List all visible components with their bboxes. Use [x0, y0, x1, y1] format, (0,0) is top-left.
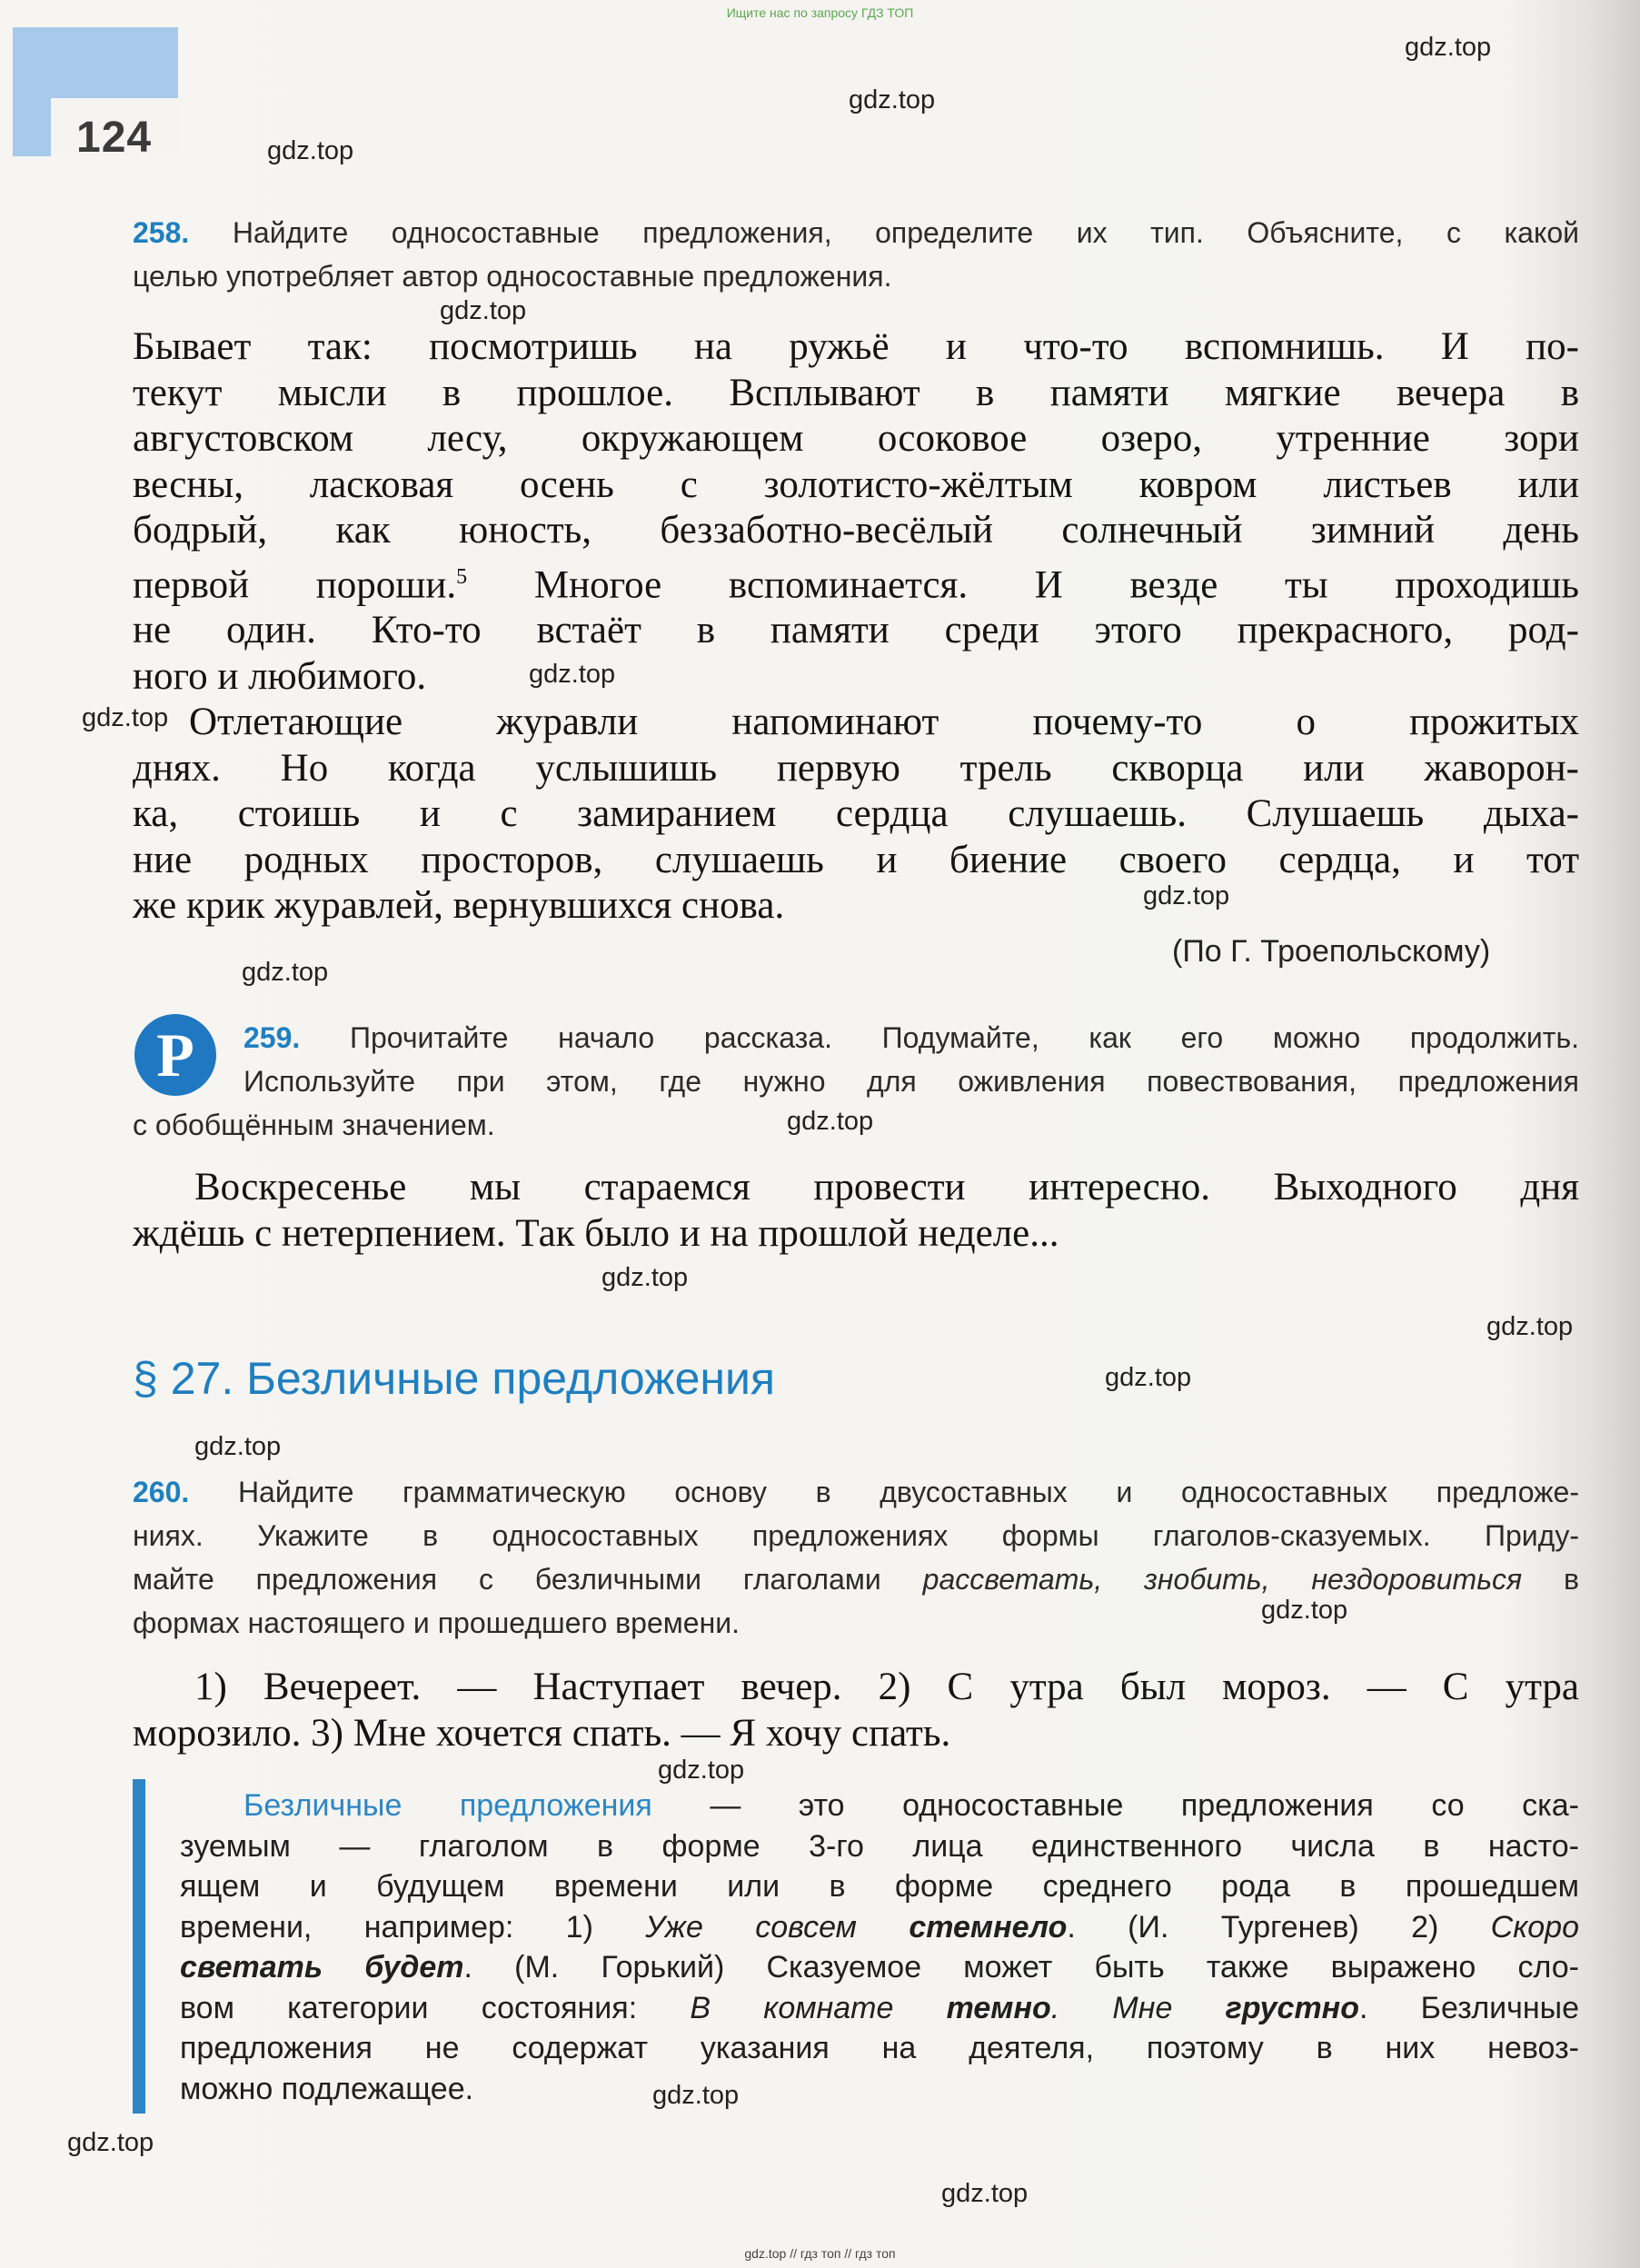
task-text: Используйте при этом, где нужно для оживления повествования, предложения	[244, 1065, 1579, 1098]
text-line: Отлетающие журавли напоминают почему-то о прожитых	[189, 701, 1579, 744]
speech-development-badge: Р	[134, 1014, 216, 1096]
task-text-fragment: майте предложения с безличными глаголами	[133, 1563, 923, 1596]
text-line: не один. Кто-то встаёт в памяти среди этого прекрасного, род-	[133, 609, 1579, 652]
rule-example-predicate: стемнело	[909, 1909, 1068, 1945]
rule-example-predicate: грустно	[1225, 1990, 1359, 2025]
task-text: целью употребляет автор односоставные предложения.	[133, 260, 892, 293]
task-text: Найдите грамматическую основу в двусоставных и односоставных предложе-	[237, 1476, 1580, 1508]
rule-example: Скоро	[1490, 1909, 1579, 1945]
rule-line: предложения не содержат указания на деятеля, поэтому в них невоз-	[180, 2031, 1579, 2065]
text-line: ждёшь с нетерпением. Так было и на прошлой неделе...	[133, 1212, 1059, 1255]
text-line: текут мысли в прошлое. Всплывают в памяти мягкие вечера в	[133, 371, 1579, 414]
task-text: Найдите односоставные предложения, определите их тип. Объясните, с какой	[232, 216, 1579, 249]
text-line: морозило. 3) Мне хочется спать. — Я хочу спать.	[133, 1712, 951, 1755]
rule-text: . (И. Тургенев) 2)	[1067, 1909, 1491, 1945]
watermark: gdz.top	[267, 136, 354, 165]
rule-example: Уже совсем	[645, 1909, 909, 1945]
watermark: gdz.top	[82, 703, 169, 732]
footnote-mark: 5	[456, 564, 468, 589]
task-number: 260.	[133, 1476, 190, 1508]
rule-line: зуемым — глаголом в форме 3-го лица единственного числа в насто-	[180, 1828, 1579, 1864]
text-line: днях. Но когда услышишь первую трель скворца или жаворон-	[133, 746, 1579, 790]
rule-line	[180, 1907, 1579, 1948]
watermark: gdz.top	[1143, 881, 1230, 910]
rule-definition	[244, 1786, 1579, 1826]
text-line: ка, стоишь и с замиранием сердца слушаешь. Слушаешь дыха-	[133, 792, 1579, 836]
rule-text: . (М. Горький) Сказуемое может быть также выражено сло-	[463, 1950, 1579, 1984]
rule-text: времени, например: 1)	[180, 1909, 646, 1945]
rule-line	[180, 1947, 1579, 1988]
text-line: ного и любимого.	[133, 654, 427, 698]
task-260	[133, 1470, 1579, 1645]
task-text: Прочитайте начало рассказа. Подумайте, как его можно продолжить.	[349, 1021, 1580, 1054]
watermark: gdz.top	[440, 296, 527, 325]
literary-text-259	[194, 1165, 1579, 1211]
top-note: Ищите нас по запросу ГДЗ ТОП	[726, 5, 914, 20]
rule-text: вом категории состояния:	[180, 1990, 691, 2025]
watermark: gdz.top	[529, 660, 616, 689]
rule-example-predicate: темно	[946, 1990, 1051, 2025]
rule-line	[180, 1988, 1579, 2029]
text-line: весны, ласковая осень с золотисто-жёлтым ковром листьев или	[133, 463, 1579, 506]
watermark: gdz.top	[67, 2128, 154, 2157]
watermark: gdz.top	[242, 958, 329, 987]
watermark: gdz.top	[787, 1107, 874, 1136]
task-text: формах настоящего и прошедшего времени.	[133, 1606, 740, 1639]
text-line: августовском лесу, окружающем осоковое озеро, утренние зори	[133, 417, 1579, 460]
rule-line	[244, 1786, 1579, 1826]
page-number: 124	[76, 114, 153, 162]
watermark: gdz.top	[1486, 1312, 1574, 1341]
text-line: бодрый, как юность, беззаботно-весёлый солнечный зимний день	[133, 509, 1579, 552]
rule-line: можно подлежащее.	[180, 2071, 474, 2106]
rule-example: . Мне	[1050, 1990, 1226, 2025]
task-text-fragment: в	[1522, 1563, 1580, 1596]
literary-text-259-cont	[133, 1211, 1579, 1258]
rule-text: . Безличные	[1358, 1990, 1579, 2025]
task-text	[133, 1557, 1579, 1601]
task-text: с обобщённым значением.	[133, 1109, 495, 1141]
watermark: gdz.top	[601, 1263, 689, 1292]
rule-term: Безличные предложения	[244, 1788, 652, 1823]
task-text-italic: рассветать, знобить, нездоровиться	[922, 1563, 1523, 1596]
task-number: 259.	[244, 1021, 301, 1054]
watermark: gdz.top	[652, 2081, 740, 2110]
literary-text-260-cont	[133, 1711, 1579, 1757]
task-259-cont2	[133, 1103, 1579, 1147]
text-fragment: Многое вспоминается. И везде ты проходишь	[467, 562, 1579, 606]
task-number: 258.	[133, 216, 190, 249]
rule-line: ящем и будущем времени или в форме среднего рода в прошедшем	[180, 1869, 1579, 1904]
rule-definition-cont	[180, 1826, 1579, 2110]
rule-example: В комнате	[690, 1990, 947, 2025]
watermark: gdz.top	[849, 85, 936, 114]
text-line: ние родных просторов, слушаешь и биение своего сердца, и тот	[133, 838, 1579, 881]
watermark: gdz.top	[1405, 33, 1492, 62]
watermark: gdz.top	[658, 1756, 745, 1785]
text-line: Бывает так: посмотришь на ружьё и что-то вспомнишь. И по-	[133, 325, 1579, 368]
section-title: § 27. Безличные предложения	[133, 1353, 776, 1404]
rule-accent-bar	[133, 1779, 145, 2114]
text-line: 1) Вечереет. — Наступает вечер. 2) С утра был мороз. — С утра	[194, 1666, 1579, 1708]
task-258	[133, 211, 1579, 298]
watermark: gdz.top	[941, 2179, 1029, 2208]
watermark: gdz.top	[1105, 1363, 1192, 1392]
rule-example-predicate: светать будет	[180, 1950, 464, 1984]
watermark: gdz.top	[1261, 1596, 1348, 1625]
task-259-cont	[244, 1059, 1579, 1103]
text-line	[133, 554, 1579, 609]
literary-text-260	[194, 1665, 1579, 1711]
author-attribution: (По Г. Троепольскому)	[1172, 934, 1491, 969]
watermark: gdz.top	[194, 1432, 282, 1461]
task-text: ниях. Укажите в односоставных предложениях формы глаголов-сказуемых. Приду-	[133, 1519, 1579, 1552]
literary-text-258	[133, 324, 1579, 930]
task-259	[244, 1016, 1579, 1059]
text-fragment: первой пороши.	[133, 562, 457, 606]
rule-text: — это односоставные предложения со ска-	[651, 1788, 1579, 1823]
text-line: Воскресенье мы стараемся провести интересно. Выходного дня	[194, 1166, 1579, 1209]
bottom-note: gdz.top // гдз топ // гдз топ	[744, 2246, 896, 2261]
text-line: же крик журавлей, вернувшихся снова.	[133, 884, 785, 928]
